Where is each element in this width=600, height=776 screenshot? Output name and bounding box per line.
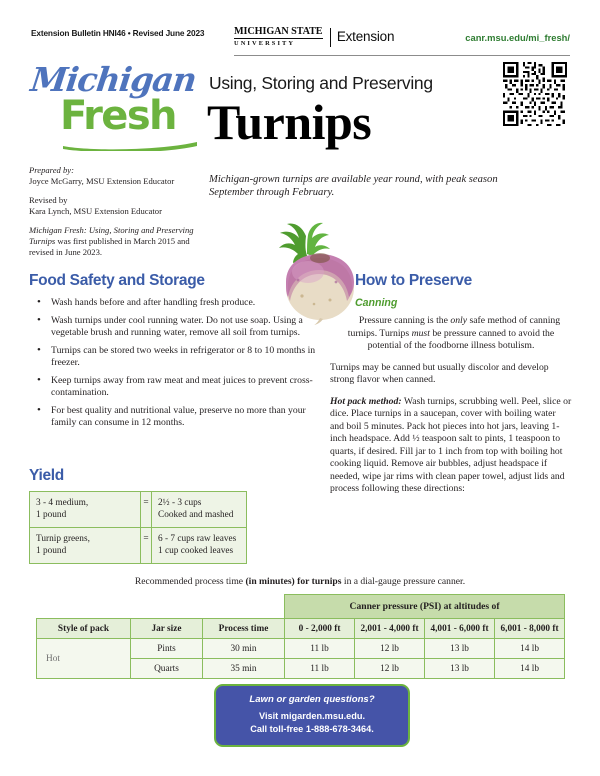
revised-by-label: Revised by (29, 194, 68, 205)
preserve-body (330, 315, 572, 505)
yield-right-cell (152, 528, 247, 564)
yield-right-line2: Cooked and mashed (158, 510, 234, 520)
style-of-pack-value: Hot (37, 639, 131, 679)
yield-equals: = (141, 492, 152, 528)
p1-emph-must: must (411, 327, 430, 339)
yield-right-line1: 2½ - 3 cups (158, 498, 202, 508)
prepared-by-label: Prepared by: (29, 165, 74, 175)
yield-left-line1: 3 - 4 medium, (36, 498, 89, 508)
preserve-paragraph-3 (330, 396, 572, 496)
yield-right-line2: 1 cup cooked leaves (158, 546, 234, 556)
publication-note (29, 225, 214, 259)
process-table-caption (0, 576, 600, 587)
logo-word-fresh: Fresh (60, 93, 176, 139)
logo-divider (330, 28, 331, 47)
yield-left-line1: Turnip greens, (36, 534, 90, 544)
callout-phone[interactable]: Call toll-free 1-888-678-3464. (250, 724, 374, 734)
preserve-heading: How to Preserve (355, 272, 472, 289)
msu-extension-label: Extension (336, 29, 395, 45)
col-header-style: Style of pack (37, 619, 131, 639)
list-item: • Wash hands before and after handling fresh produce. (29, 297, 329, 309)
qr-code-icon[interactable] (503, 62, 567, 126)
col-header-alt4: 6,001 - 8,000 ft (495, 619, 565, 639)
credits-block (29, 165, 214, 259)
yield-left-line2: 1 pound (36, 510, 67, 520)
list-item: • Turnips can be stored two weeks in refrigerator or 8 to 10 months in freezer. (29, 345, 329, 370)
col-header-jar: Jar size (131, 619, 203, 639)
intro-text: Michigan-grown turnips are available year round, with peak season September through February. (209, 174, 498, 199)
yield-left-cell (30, 492, 141, 528)
msu-extension-logo (234, 27, 394, 47)
yield-left-line2: 1 pound (36, 546, 67, 556)
website-url[interactable]: canr.msu.edu/mi_fresh/ (465, 32, 570, 43)
michigan-fresh-logo (29, 60, 204, 152)
psi-value-alt3: 13 lb (425, 639, 495, 659)
preserve-paragraph-1 (330, 315, 572, 353)
list-item: • Wash turnips under cool running water. Do not use soap. Using a vegetable brush and running water, remove all soil from turnips. (29, 315, 329, 340)
msu-line2: UNIVERSITY (234, 39, 296, 47)
col-header-alt3: 4,001 - 6,000 ft (425, 619, 495, 639)
process-table-wrapper (36, 594, 564, 679)
bulletin-number: Extension Bulletin HNI46 • Revised June 2023 (31, 28, 205, 38)
process-time-table (36, 594, 565, 679)
logo-swoosh-icon (62, 140, 198, 151)
food-safety-section (29, 272, 329, 435)
psi-value-alt4: 14 lb (495, 639, 565, 659)
p1-part-c: be pressure canned to avoid the potential of the foodborne illness botulism. (367, 327, 555, 351)
process-time-value: 30 min (203, 639, 285, 659)
preserve-section (355, 272, 570, 309)
yield-right-line1: 6 - 7 cups raw leaves (158, 534, 237, 544)
table-row-column-headers (37, 619, 565, 639)
table-row (30, 492, 247, 528)
yield-equals: = (141, 528, 152, 564)
preserve-paragraph-2: Turnips may be canned but usually discolor and develop strong flavor when canned. (330, 361, 549, 385)
msu-wordmark (234, 27, 323, 47)
canning-subheading: Canning (355, 297, 398, 309)
yield-heading: Yield (29, 467, 64, 484)
publication-note-rest: was first published in March 2015 and revised in June 2023. (29, 236, 190, 258)
p1-emph-only: only (450, 315, 468, 326)
col-header-time: Process time (203, 619, 285, 639)
callout-title: Lawn or garden questions? (249, 694, 375, 705)
header-rule (234, 55, 570, 56)
yield-right-cell (152, 492, 247, 528)
psi-value-alt2: 12 lb (355, 639, 425, 659)
table-row-span-header (37, 595, 565, 619)
caption-part-c: in a dial-gauge pressure canner. (341, 576, 466, 587)
callout-website[interactable]: Visit migarden.msu.edu. (258, 711, 366, 721)
hot-pack-label: Hot pack method: (330, 395, 402, 407)
msu-line1: MICHIGAN STATE (234, 27, 323, 39)
page-title: Turnips (207, 94, 372, 150)
canner-pressure-header: Canner pressure (PSI) at altitudes of (285, 595, 565, 619)
p1-part-b: safe method of canning turnips. Turnips (347, 315, 561, 339)
psi-value-alt1: 11 lb (285, 639, 355, 659)
psi-value-alt3: 13 lb (425, 659, 495, 679)
process-time-value: 35 min (203, 659, 285, 679)
food-safety-heading: Food Safety and Storage (29, 272, 205, 289)
jar-size-value: Pints (131, 639, 203, 659)
prepared-by-name: Joyce McGarry, MSU Extension Educator (29, 176, 175, 187)
psi-value-alt2: 12 lb (355, 659, 425, 679)
revised-by-name: Kara Lynch, MSU Extension Educator (29, 206, 162, 217)
logo-word-michigan: Michigan (28, 60, 198, 99)
yield-section (29, 467, 247, 564)
yield-table (29, 491, 247, 564)
title-kicker: Using, Storing and Preserving (209, 73, 433, 93)
publication-note-title: Michigan Fresh: Using, Storing and Preserving Turnips (29, 224, 194, 247)
jar-size-value: Quarts (131, 659, 203, 679)
col-header-alt1: 0 - 2,000 ft (285, 619, 355, 639)
contact-callout-box[interactable] (214, 684, 410, 747)
list-item: • For best quality and nutritional value, preserve no more than your family can consume in 12 months. (29, 405, 329, 430)
empty-corner (37, 595, 285, 619)
psi-value-alt4: 14 lb (495, 659, 565, 679)
food-safety-list (29, 297, 329, 430)
p1-part-a: Pressure canning is the (358, 315, 451, 326)
caption-part-b: (in minutes) for turnips (245, 576, 342, 587)
psi-value-alt1: 11 lb (285, 659, 355, 679)
col-header-alt2: 2,001 - 4,000 ft (355, 619, 425, 639)
hot-pack-body: Wash turnips, scrubbing well. Peel, slice or dice. Place turnips in a saucepan, cover with boiling water and boil 5 minutes. Pack hot pieces into hot jars, leaving 1-inch headspace. Add ½ teaspoon salt to pints, 1 teaspoon to quarts, if desired. Fill jar to 1 inch from top with boiling hot cooking liquid. Remove air bubbles, adjust headspace if needed, wipe jar rims with clean paper towel, adjust lids and process following these directions: (330, 395, 572, 494)
list-item: • Keep turnips away from raw meat and meat juices to prevent cross-contamination. (29, 375, 329, 400)
yield-left-cell (30, 528, 141, 564)
caption-part-a: Recommended process time (134, 576, 246, 587)
table-row (37, 639, 565, 659)
table-row (30, 528, 247, 564)
